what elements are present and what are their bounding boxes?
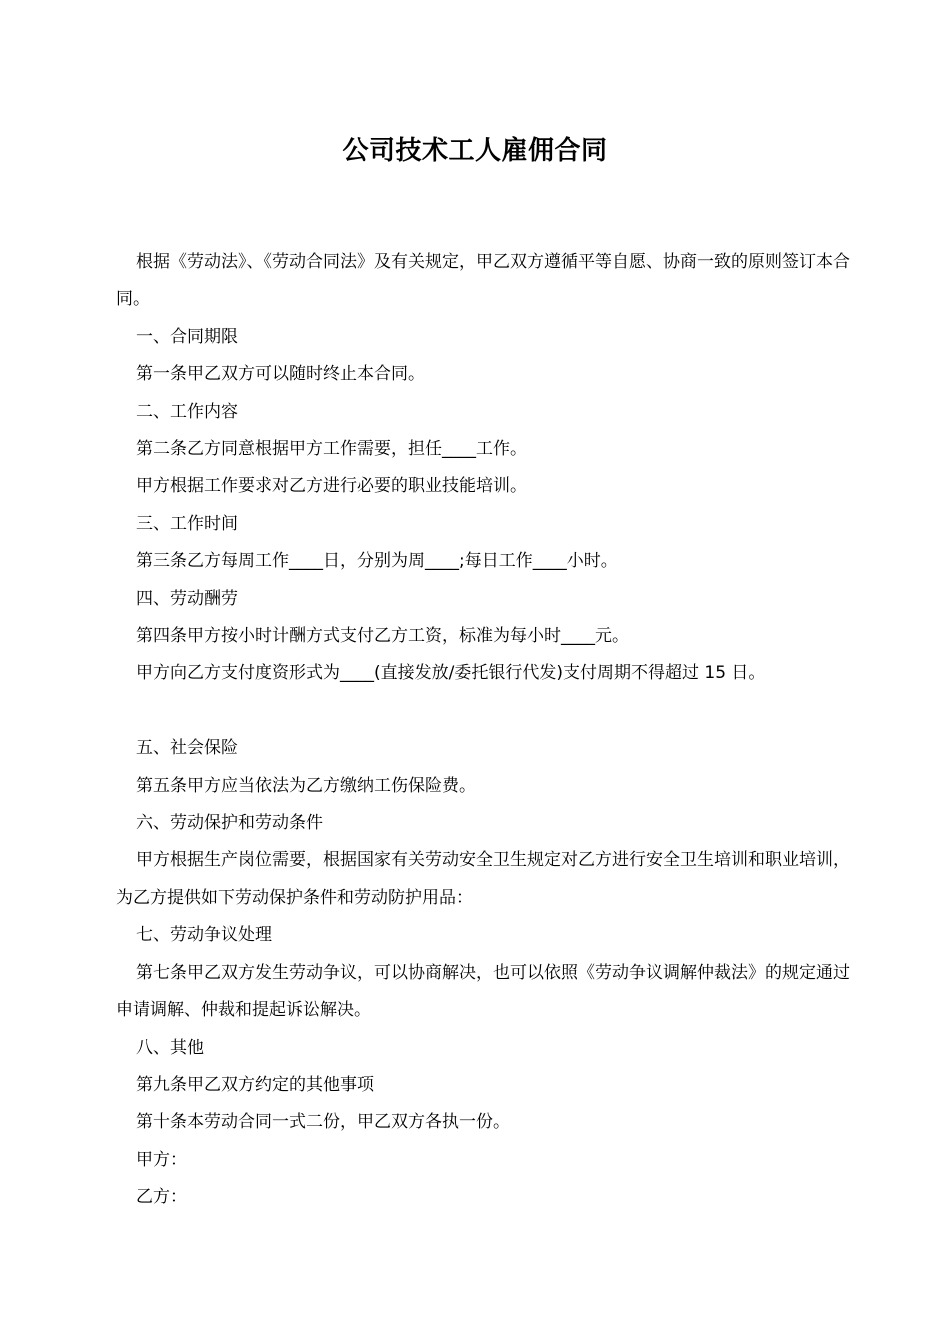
section-heading-insurance: 五、社会保险 bbox=[136, 738, 238, 759]
article-3: 第三条乙方每周工作____日，分别为周____;每日工作____小时。 bbox=[136, 551, 618, 572]
payment-method-paragraph: 甲方向乙方支付度资形式为____(直接发放/委托银行代发)支付周期不得超过 15 日。 bbox=[136, 663, 766, 684]
section-heading-term: 一、合同期限 bbox=[136, 326, 238, 347]
section-heading-other: 八、其他 bbox=[136, 1037, 204, 1058]
article-1: 第一条甲乙双方可以随时终止本合同。 bbox=[136, 364, 425, 385]
document-body bbox=[116, 244, 850, 1217]
preamble-paragraph: 根据《劳动法》、《劳动合同法》及有关规定，甲乙双方遵循平等自愿、协商一致的原则签订本合同。 bbox=[116, 252, 850, 310]
section-heading-protection: 六、劳动保护和劳动条件 bbox=[136, 813, 323, 834]
article-5: 第五条甲方应当依法为乙方缴纳工伤保险费。 bbox=[136, 775, 476, 796]
article-7: 第七条甲乙双方发生劳动争议，可以协商解决，也可以依照《劳动争议调解仲裁法》的规定通过申请调解、仲裁和提起诉讼解决。 bbox=[116, 962, 850, 1021]
section-heading-dispute: 七、劳动争议处理 bbox=[136, 925, 272, 946]
section-heading-pay: 四、劳动酬劳 bbox=[136, 588, 238, 609]
article-4: 第四条甲方按小时计酬方式支付乙方工资，标准为每小时____元。 bbox=[136, 626, 629, 647]
protection-paragraph: 甲方根据生产岗位需要，根据国家有关劳动安全卫生规定对乙方进行安全卫生培训和职业培训，为乙方提供如下劳动保护条件和劳动防护用品： bbox=[116, 850, 850, 908]
party-b-signature-line: 乙方： bbox=[136, 1187, 187, 1208]
document-title: 公司技术工人雇佣合同 bbox=[342, 136, 608, 166]
article-9: 第九条甲乙双方约定的其他事项 bbox=[136, 1074, 374, 1095]
article-10: 第十条本劳动合同一式二份，甲乙双方各执一份。 bbox=[136, 1112, 510, 1133]
article-2: 第二条乙方同意根据甲方工作需要，担任____工作。 bbox=[136, 439, 527, 460]
section-heading-work-content: 二、工作内容 bbox=[136, 401, 238, 422]
blank-line bbox=[116, 693, 850, 730]
training-paragraph: 甲方根据工作要求对乙方进行必要的职业技能培训。 bbox=[136, 476, 527, 497]
section-heading-work-time: 三、工作时间 bbox=[136, 513, 238, 534]
party-a-signature-line: 甲方： bbox=[136, 1149, 187, 1170]
